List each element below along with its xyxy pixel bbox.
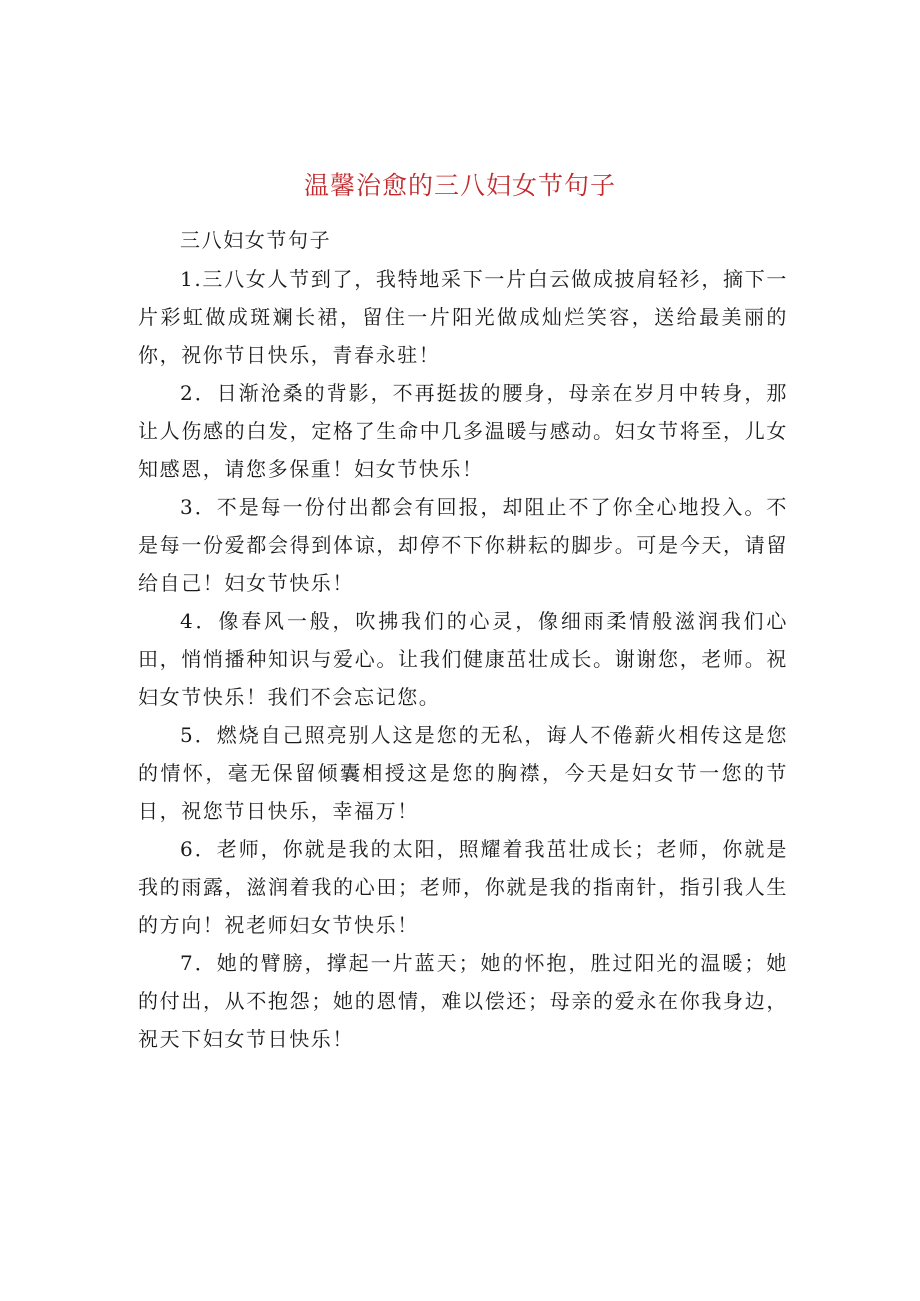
paragraph-6: 6．老师，你就是我的太阳，照耀着我茁壮成长；老师，你就是我的雨露，滋润着我的心田；老师，你就是我的指南针，指引我人生的方向！祝老师妇女节快乐！ [138,837,788,937]
section-subtitle: 三八妇女节句子 [180,228,332,252]
document-body [138,226,788,1058]
paragraph-2: 2．日渐沧桑的背影，不再挺拔的腰身，母亲在岁月中转身，那让人伤感的白发，定格了生命中几多温暖与感动。妇女节将至，儿女知感恩，请您多保重！妇女节快乐！ [138,381,788,481]
paragraph-3: 3．不是每一份付出都会有回报，却阻止不了你全心地投入。不是每一份爱都会得到体谅，却停不下你耕耘的脚步。可是今天，请留给自己！妇女节快乐！ [138,495,788,595]
document-title: 温馨治愈的三八妇女节句子 [303,171,616,200]
paragraph-4: 4．像春风一般，吹拂我们的心灵，像细雨柔情般滋润我们心田，悄悄播种知识与爱心。让我们健康茁壮成长。谢谢您，老师。祝妇女节快乐！我们不会忘记您。 [138,609,788,709]
paragraph-5: 5．燃烧自己照亮别人这是您的无私，诲人不倦薪火相传这是您的情怀，毫无保留倾囊相授这是您的胸襟，今天是妇女节一您的节日，祝您节日快乐，幸福万！ [138,723,788,823]
paragraph-7: 7．她的臂膀，撑起一片蓝天；她的怀抱，胜过阳光的温暖；她的付出，从不抱怨；她的恩情，难以偿还；母亲的爱永在你我身边，祝天下妇女节日快乐！ [138,951,788,1051]
paragraph-1: 1.三八女人节到了，我特地采下一片白云做成披肩轻衫，摘下一片彩虹做成斑斓长裙，留住一片阳光做成灿烂笑容，送给最美丽的你，祝你节日快乐，青春永驻！ [138,267,788,367]
